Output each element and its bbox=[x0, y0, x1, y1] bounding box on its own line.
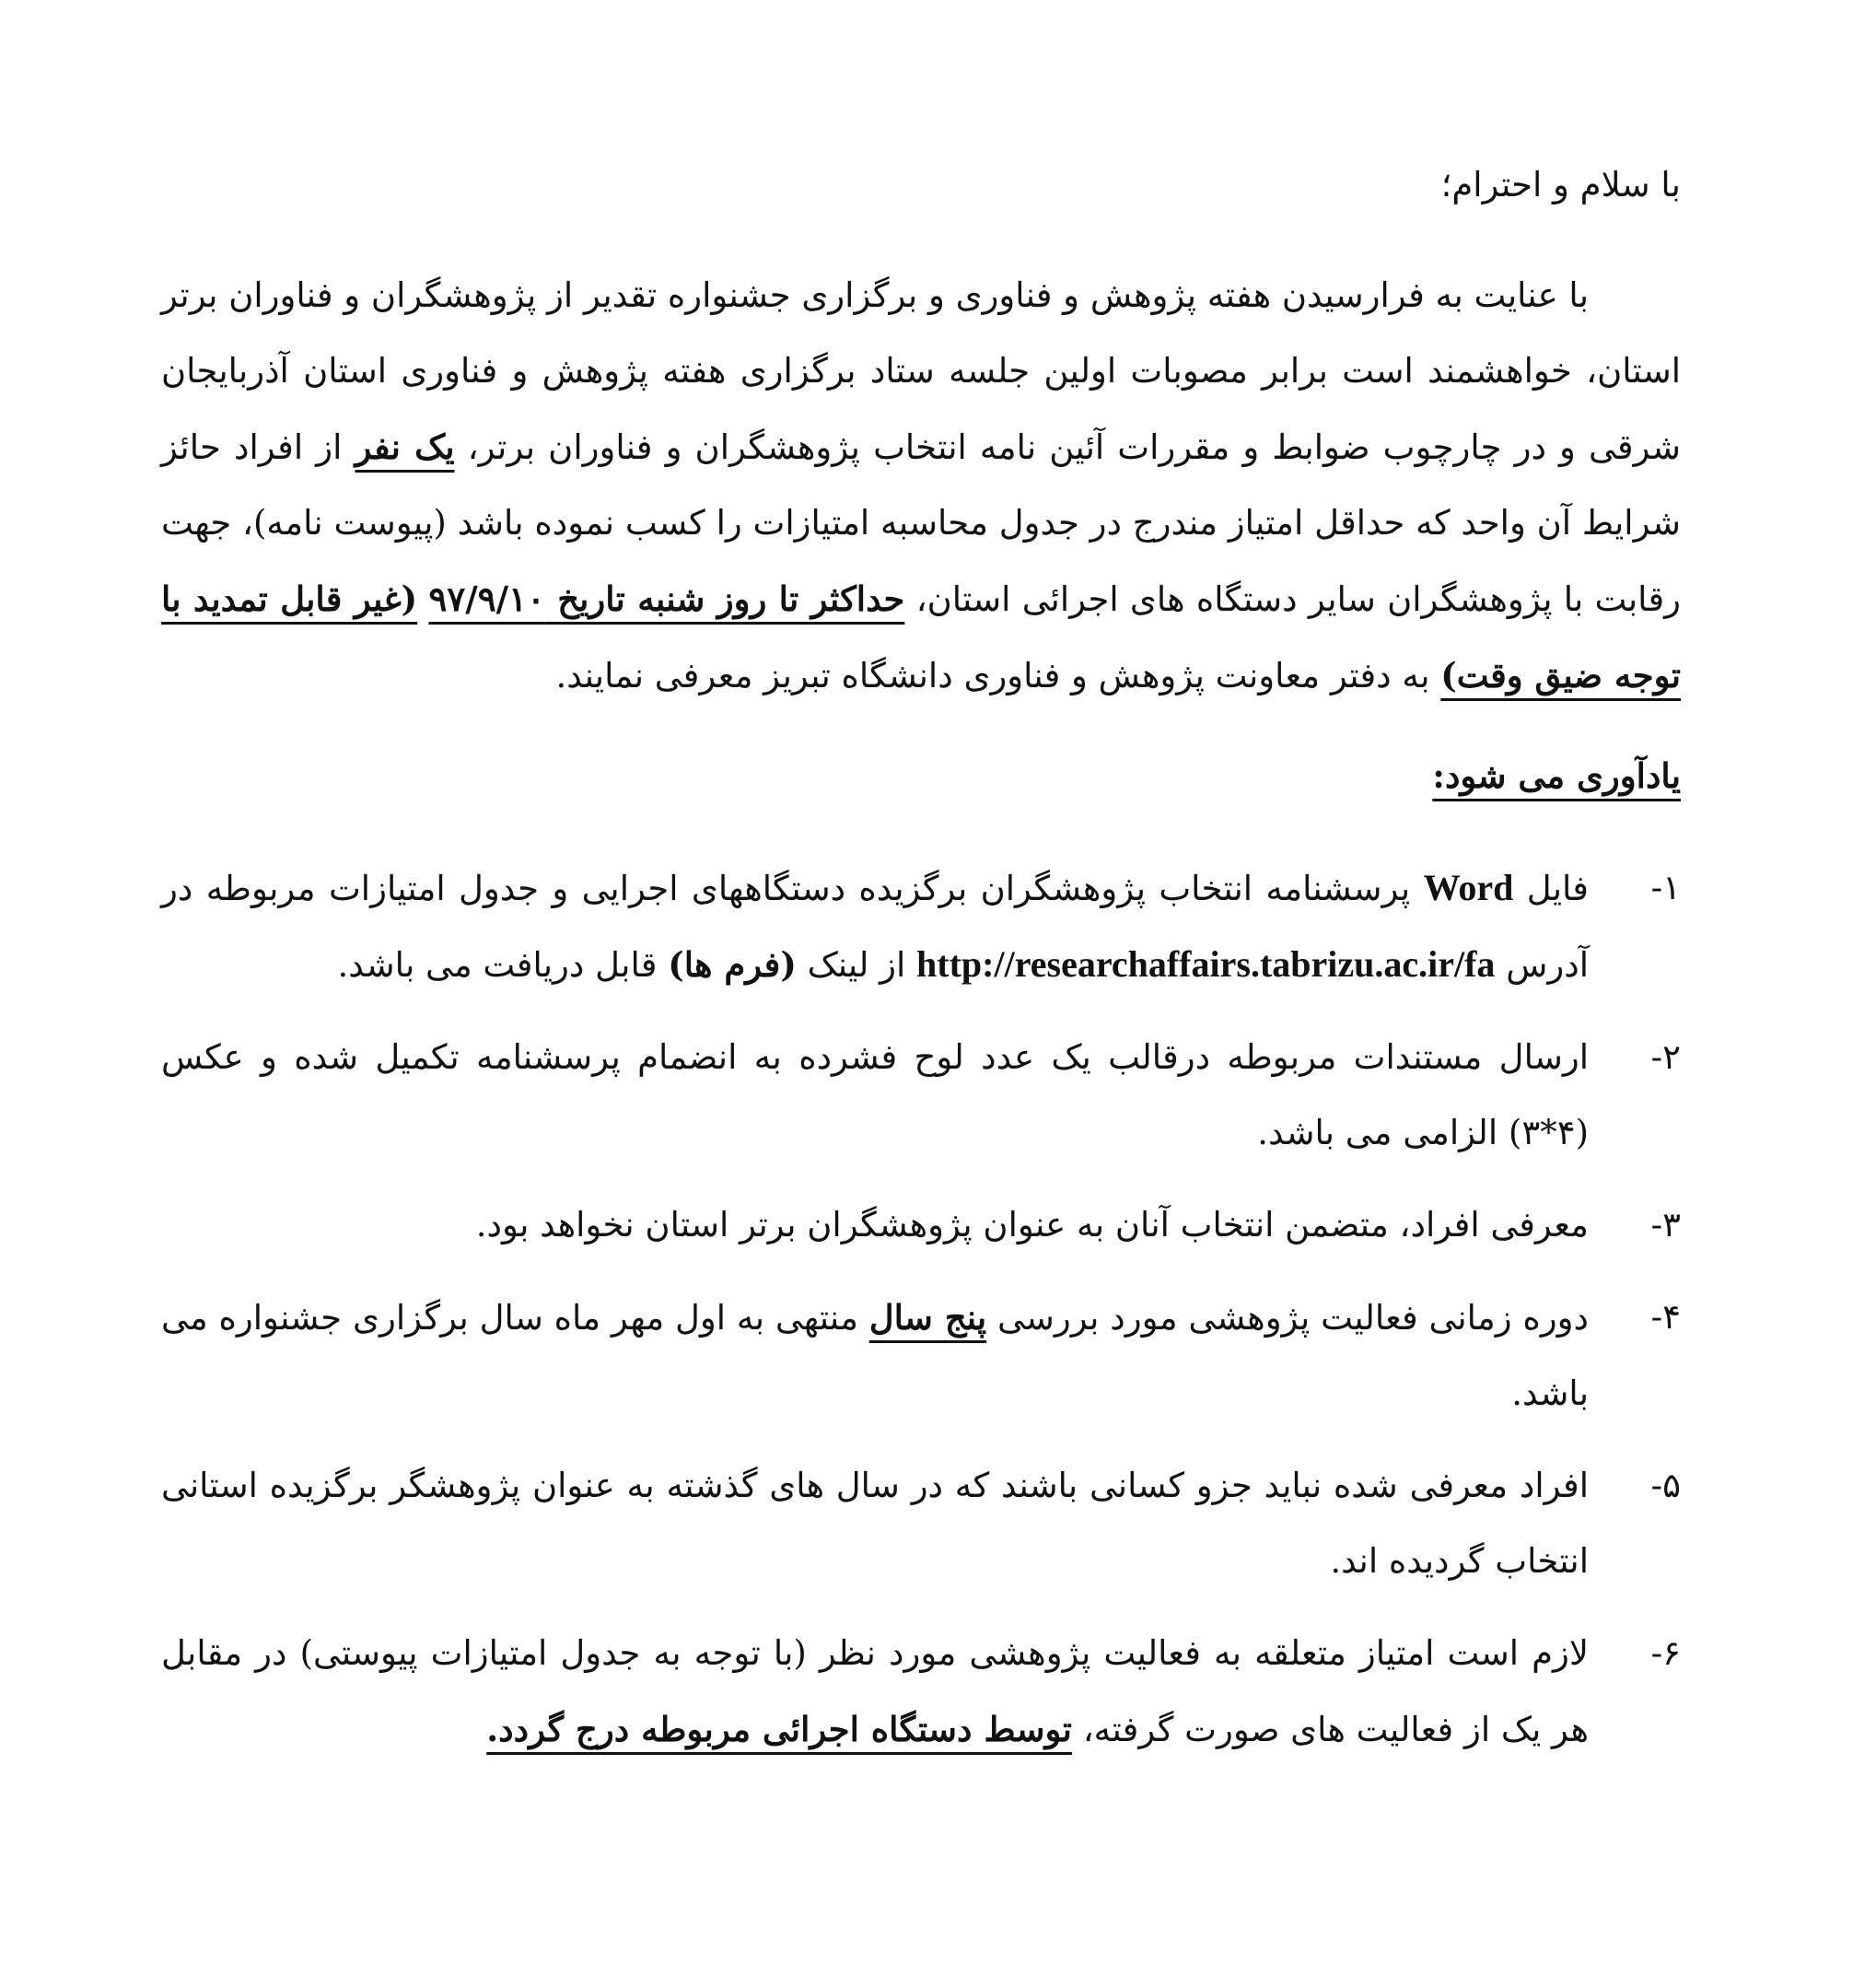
item-text: معرفی افراد، متضمن انتخاب آنان به عنوان پژوهشگران برتر استان نخواهد بود. bbox=[475, 1205, 1589, 1245]
letter-body bbox=[161, 147, 1681, 1784]
item-text: افراد معرفی شده نباید جزو کسانی باشند که در سال های گذشته به عنوان پژوهشگر برگزیده استانی انتخاب گردیده اند. bbox=[161, 1466, 1589, 1581]
greeting: با سلام و احترام؛ bbox=[1440, 165, 1681, 205]
forms-link-label: (فرم ها) bbox=[668, 944, 797, 985]
item-text: منتهی به اول مهر ماه سال برگزاری جشنواره می باشد. bbox=[161, 1298, 1589, 1413]
item-text: فایل bbox=[1513, 869, 1589, 908]
intro-text-2: از افراد حائز شرایط آن واحد که حداقل امتیاز مندرج در جدول محاسبه امتیازات را کسب نموده باشد (پیوست نامه)، جهت رقابت با پژوهشگران سایر دستگاه های اجرائی استان، bbox=[161, 427, 1682, 619]
list-item bbox=[161, 1280, 1681, 1432]
list-item bbox=[161, 1187, 1681, 1263]
deadline-emphasis: حداکثر تا روز شنبه تاریخ ۹۷/۹/۱۰ bbox=[428, 579, 905, 619]
item-number: ۱- bbox=[1650, 868, 1681, 907]
reminder-list bbox=[161, 850, 1681, 1768]
intro-text-1: با عنایت به فرارسیدن هفته پژوهش و فناوری و برگزاری جشنواره تقدیر از پژوهشگران و فناوران برتر استان، خواهشمند است برابر مصوبات اولین جلسه ستاد برگزاری هفته پژوهش و فناوری استان آذربایجان شرقی و در چارچوب ضوابط و مقررات آئین نامه انتخاب پژوهشگران و فناوران برتر، bbox=[161, 275, 1681, 467]
five-years-emphasis: پنج سال bbox=[868, 1297, 987, 1338]
item-number: ۵- bbox=[1650, 1466, 1681, 1505]
list-item bbox=[161, 1020, 1681, 1171]
item-number: ۶- bbox=[1650, 1633, 1681, 1673]
executive-agency-emphasis: توسط دستگاه اجرائی مربوطه درج گردد. bbox=[486, 1709, 1072, 1749]
reminder-heading: یادآوری می شود: bbox=[1432, 755, 1681, 796]
item-text: ارسال مستندات مربوطه درقالب یک عدد لوح فشرده به انضمام پرسشنامه تکمیل شده و عکس (۴*۳) الزامی می باشد. bbox=[161, 1037, 1589, 1152]
one-person-emphasis: یک نفر bbox=[355, 427, 455, 467]
non-extendable-emphasis: (غیر قابل تمدید با توجه ضیق وقت) bbox=[161, 579, 1681, 695]
item-text: دوره زمانی فعالیت پژوهشی مورد بررسی bbox=[986, 1298, 1590, 1338]
list-item bbox=[161, 850, 1681, 1003]
list-item bbox=[161, 1616, 1681, 1768]
item-text: پرسشنامه انتخاب پژوهشگران برگزیده دستگاههای اجرایی و جدول امتیازات مربوطه در آدرس bbox=[161, 869, 1589, 985]
item-text: لازم است امتیاز متعلقه به فعالیت پژوهشی مورد نظر (با توجه به جدول امتیازات پیوستی) در مقابل هر یک از فعالیت های صورت گرفته، bbox=[161, 1633, 1589, 1749]
intro-text-3 bbox=[417, 579, 428, 619]
item-text: از لینک bbox=[796, 945, 917, 985]
intro-paragraph bbox=[161, 258, 1681, 714]
intro-text-4: به دفتر معاونت پژوهش و فناوری دانشگاه تبریز معرفی نمایند. bbox=[555, 656, 1441, 695]
item-number: ۴- bbox=[1650, 1297, 1681, 1337]
item-number: ۲- bbox=[1650, 1037, 1681, 1077]
forms-url: http://researchaffairs.tabrizu.ac.ir/fa bbox=[916, 943, 1496, 985]
word-label: Word bbox=[1423, 867, 1514, 908]
item-text: قابل دریافت می باشد. bbox=[337, 945, 669, 985]
list-item bbox=[161, 1448, 1681, 1599]
item-number: ۳- bbox=[1650, 1205, 1681, 1245]
